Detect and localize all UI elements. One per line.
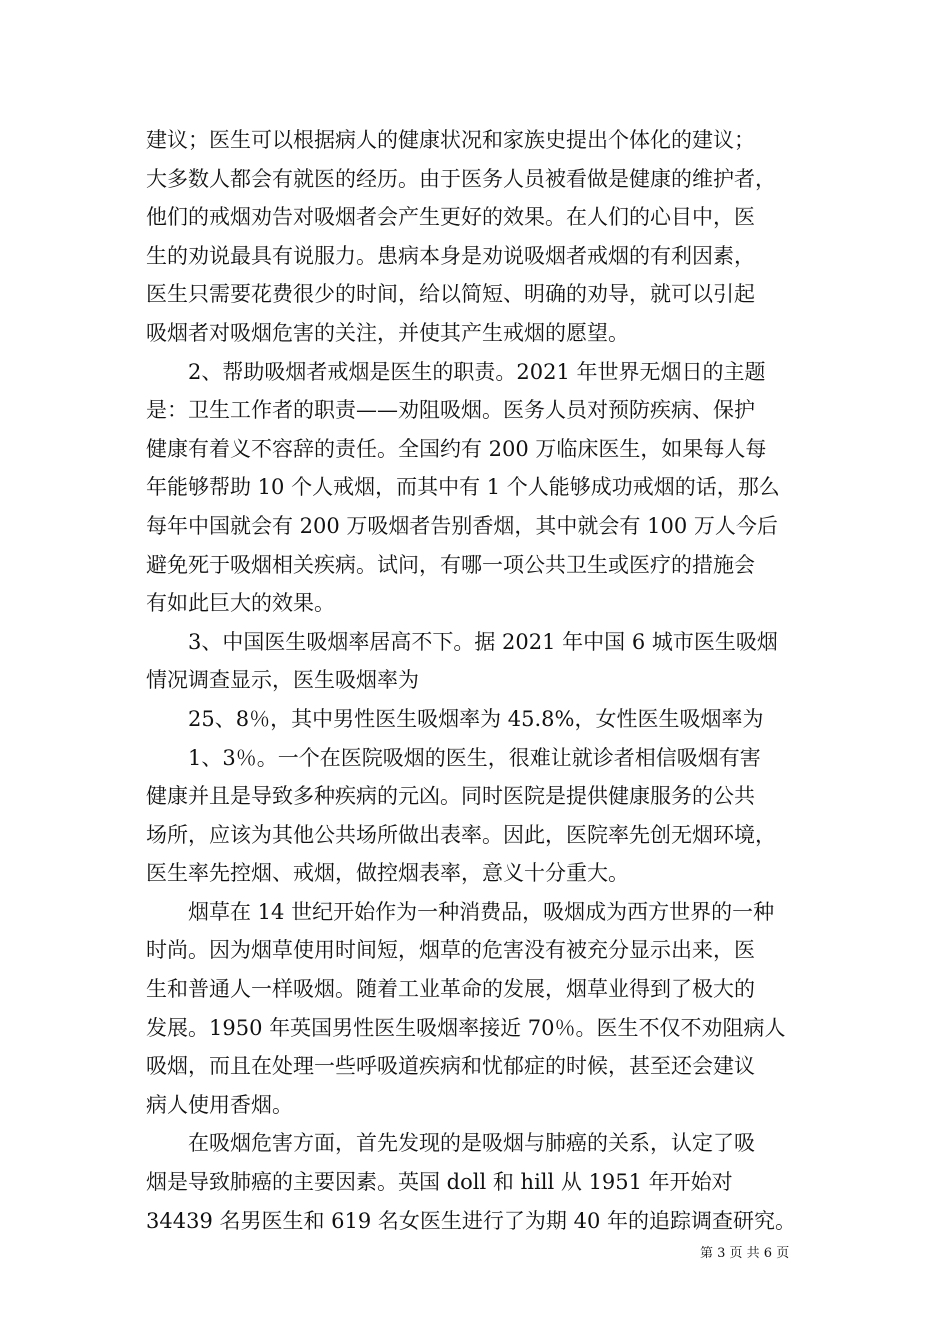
- text-line: 34439 名男医生和 619 名女医生进行了为期 40 年的追踪调查研究。: [146, 1208, 796, 1233]
- text-line: 生的劝说最具有说服力。患病本身是劝说吸烟者戒烟的有利因素，: [146, 243, 755, 268]
- text-line: 烟是导致肺癌的主要因素。英国 doll 和 hill 从 1951 年开始对: [146, 1170, 733, 1195]
- text-line: 健康有着义不容辞的责任。全国约有 200 万临床医生，如果每人每: [146, 436, 767, 461]
- text-line: 医生率先控烟、戒烟，做控烟表率，意义十分重大。: [146, 861, 629, 886]
- text-line: 情况调查显示，医生吸烟率为: [146, 668, 419, 693]
- text-line: 吸烟者对吸烟危害的关注，并使其产生戒烟的愿望。: [146, 320, 629, 345]
- text-line: 3、中国医生吸烟率居高不下。据 2021 年中国 6 城市医生吸烟: [188, 629, 778, 654]
- text-line: 年能够帮助 10 个人戒烟，而其中有 1 个人能够成功戒烟的话，那么: [146, 475, 780, 500]
- text-line: 避免死于吸烟相关疾病。试问，有哪一项公共卫生或医疗的措施会: [146, 552, 755, 577]
- text-line: 吸烟，而且在处理一些呼吸道疾病和忧郁症的时候，甚至还会建议: [146, 1054, 755, 1079]
- body-text: [146, 121, 806, 1240]
- text-line: 烟草在 14 世纪开始作为一种消费品，吸烟成为西方世界的一种: [188, 899, 775, 924]
- text-line: 25、8％，其中男性医生吸烟率为 45.8%，女性医生吸烟率为: [188, 706, 764, 731]
- text-line: 健康并且是导致多种疾病的元凶。同时医院是提供健康服务的公共: [146, 784, 755, 809]
- text-line: 生和普通人一样吸烟。随着工业革命的发展，烟草业得到了极大的: [146, 977, 755, 1002]
- text-line: 建议；医生可以根据病人的健康状况和家族史提出个体化的建议；: [146, 128, 755, 152]
- text-line: 有如此巨大的效果。: [146, 591, 335, 616]
- text-line: 大多数人都会有就医的经历。由于医务人员被看做是健康的维护者，: [146, 166, 776, 191]
- text-line: 场所，应该为其他公共场所做出表率。因此，医院率先创无烟环境，: [146, 822, 776, 847]
- page-number-footer: 第 3 页 共 6 页: [700, 1246, 790, 1261]
- text-line: 医生只需要花费很少的时间，给以简短、明确的劝导，就可以引起: [146, 282, 755, 307]
- text-line: 病人使用香烟。: [146, 1092, 293, 1117]
- text-line: 2、帮助吸烟者戒烟是医生的职责。2021 年世界无烟日的主题: [188, 359, 766, 384]
- text-line: 他们的戒烟劝告对吸烟者会产生更好的效果。在人们的心目中，医: [146, 205, 755, 230]
- text-line: 是：卫生工作者的职责——劝阻吸烟。医务人员对预防疾病、保护: [146, 398, 755, 423]
- text-line: 每年中国就会有 200 万吸烟者告别香烟，其中就会有 100 万人今后: [146, 513, 778, 538]
- text-line: 在吸烟危害方面，首先发现的是吸烟与肺癌的关系，认定了吸: [188, 1131, 755, 1156]
- text-line: 发展。1950 年英国男性医生吸烟率接近 70％。医生不仅不劝阻病人: [146, 1015, 786, 1040]
- text-line: 1、3％。一个在医院吸烟的医生，很难让就诊者相信吸烟有害: [188, 745, 761, 770]
- text-line: 时尚。因为烟草使用时间短，烟草的危害没有被充分显示出来，医: [146, 938, 755, 963]
